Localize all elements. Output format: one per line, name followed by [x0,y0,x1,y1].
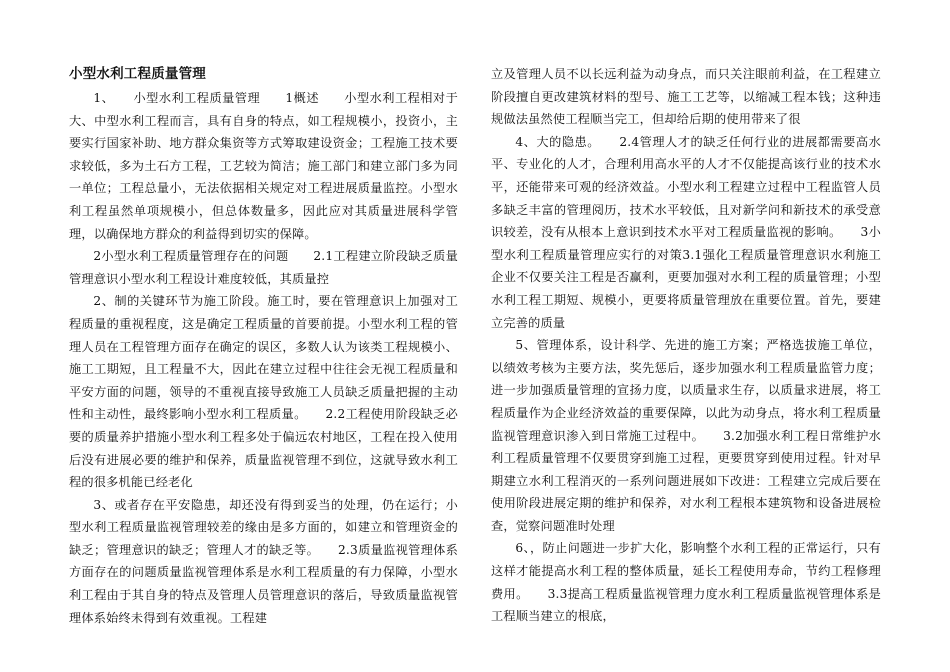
paragraph: 2小型水利工程质量管理存在的问题 2.1工程建立阶段缺乏质量管理意识小型水利工程设计难度较低，其质量控 [69,249,458,286]
paragraph: 立及管理人员不以长远利益为动身点，而只关注眼前利益，在工程建立阶段擅自更改建筑材料的型号、施工工艺等，以缩减工程本钱；这种违规做法虽然使工程顺当完工，但却给后期的使用带来了很 [491,67,881,127]
paragraph: 4、大的隐患。 2.4管理人才的缺乏任何行业的进展都需要高水平、专业化的人才，合理利用高水平的人才不仅能提高该行业的技术水平，还能带来可观的经济效益。小型水利工程建立过程中工程监管人员多缺乏丰富的管理阅历，技术水平较低，且对新学问和新技术的承受意识较差，没有从根本上意识到技术水平对工程质量监视的影响。 3小型水利工程质量管理应实行的对策3.1强化工程质量管理意识水利施工企业不仅要关注工程是否赢利，更要加强对水利工程的质量管理；小型水利工程工期短、规模小，更要将质量管理放在重要位置。首先，要建立完善的质量 [491,134,881,330]
paragraph: 5、管理体系，设计科学、先进的施工方案；严格选拔施工单位，以绩效考核为主要方法，奖先惩后，逐步加强水利工程质量监管力度；进一步加强质量管理的宣扬力度，以质量求生存，以质量求进展，将工程质量作为企业经济效益的重要保障，以此为动身点，将水利工程质量监视管理意识渗入到日常施工过程中。 3.2加强水利工程日常维护水利工程质量管理不仅要贯穿到施工过程，更要贯穿到使用过程。针对早期建立水利工程消灭的一系列问题进展如下改进：工程建立完成后要在使用阶段进展定期的维护和保养，对水利工程根本建筑物和设备进展检查，觉察问题准时处理 [491,338,881,533]
paragraph: 6、，防止问题进一步扩大化，影响整个水利工程的正常运行，只有这样才能提高水利工程的整体质量，延长工程使用寿命，节约工程修理费用。 3.3提高工程质量监视管理力度水利工程质量监视管理体系是工程顺当建立的根底， [491,541,881,624]
document-title: 小型水利工程质量管理 [69,66,206,82]
left-column [69,63,458,629]
paragraph: 3、或者存在平安隐患，却还没有得到妥当的处理，仍在运行；小型水利工程质量监视管理较差的缘由是多方面的，如建立和管理资金的缺乏；管理意识的缺乏；管理人才的缺乏等。 2.3质量监视管理体系方面存在的问题质量监视管理体系是水利工程质量的有力保障，小型水利工程由于其自身的特点及管理人员管理意识的落后，导致质量监视管理体系始终未得到有效重视。工程建 [69,497,458,625]
right-column [491,63,881,628]
paragraph: 2、制的关键环节为施工阶段。施工时，要在管理意识上加强对工程质量的重视程度，这是确定工程质量的首要前提。小型水利工程的管理人员在工程管理方面存在确定的误区，多数人认为该类工程规模小、施工工期短，且工程量不大，因此在建立过程中往往会无视工程质量和平安方面的问题，领导的不重视直接导致施工人员缺乏质量把握的主动性和主动性，最终影响小型水利工程质量。 2.2工程使用阶段缺乏必要的质量养护措施小型水利工程多处于偏远农村地区，工程在投入使用后没有进展必要的维护和保养，质量监视管理不到位，这就导致水利工程的很多机能已经老化 [69,294,458,490]
paragraph: 1、 小型水利工程质量管理 1概述 小型水利工程相对于大、中型水利工程而言，具有自身的特点，如工程规模小，投资小，主要实行国家补助、地方群众集资等方式筹取建设资金；工程施工技术要求较低，多为土石方工程，工艺较为简洁；施工部门和建立部门多为同一单位；工程总量小，无法依据相关规定对工程进展质量监控。小型水利工程虽然单项规模小，但总体数量多，因此应对其质量进展科学管理，以确保地方群众的利益得到切实的保障。 [69,91,458,241]
